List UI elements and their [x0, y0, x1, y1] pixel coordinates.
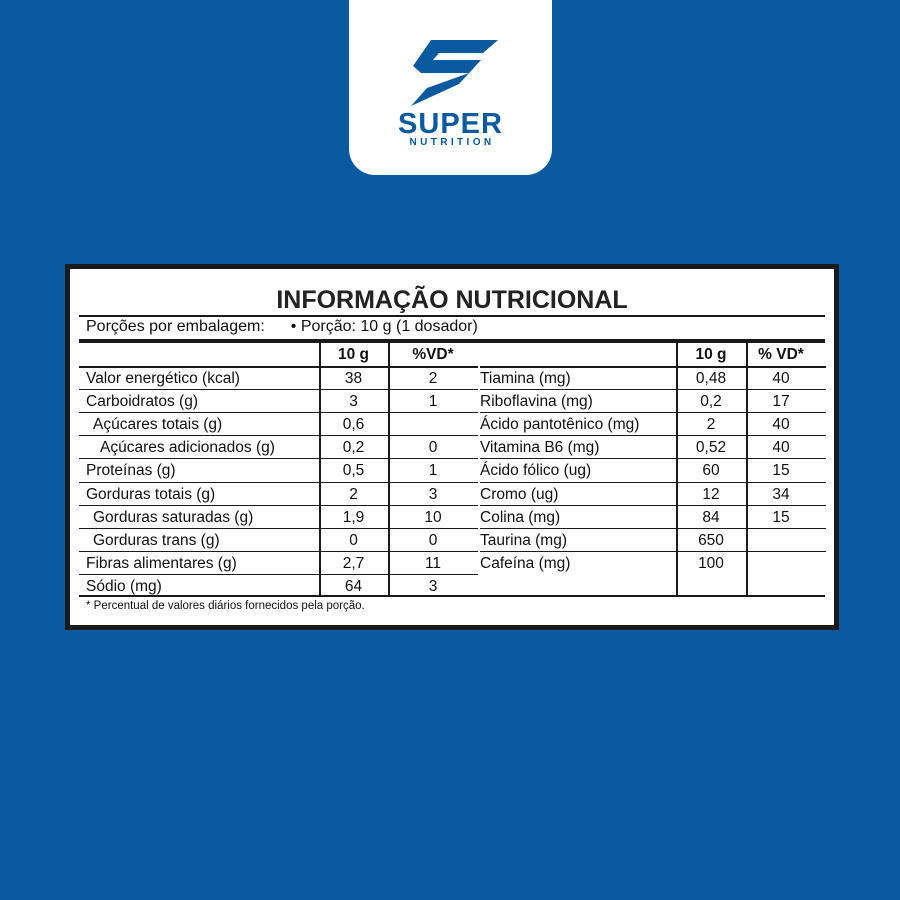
nutrient-name: Sódio (mg)	[86, 577, 162, 595]
column-header: % VD*	[758, 346, 804, 363]
nutrient-amount: 60	[702, 462, 720, 480]
column-header: 10 g	[337, 346, 369, 363]
nutrient-name: Gorduras trans (g)	[93, 531, 220, 549]
row-divider	[480, 435, 826, 436]
nutrient-name: Gorduras totais (g)	[86, 485, 216, 503]
nutrient-daily-value: 1	[428, 393, 438, 411]
portion-size: • Porção: 10 g (1 dosador)	[290, 318, 478, 335]
nutrient-daily-value: 15	[772, 508, 790, 526]
nutrient-name: Açúcares totais (g)	[93, 416, 223, 434]
row-divider	[79, 482, 478, 483]
nutrient-name: Fibras alimentares (g)	[86, 554, 237, 572]
nutrient-daily-value: 3	[428, 485, 438, 503]
row-divider	[480, 505, 826, 506]
nutrient-amount: 2	[706, 416, 716, 434]
nutrient-name: Taurina (mg)	[480, 531, 567, 549]
row-divider	[480, 412, 826, 413]
portions-label: Porções por embalagem:	[86, 318, 265, 335]
row-divider	[79, 551, 478, 552]
nutrient-name: Cromo (ug)	[480, 485, 559, 503]
nutrient-amount: 100	[698, 554, 724, 572]
divider	[79, 315, 825, 317]
nutrient-amount: 0,48	[695, 370, 727, 387]
row-divider	[79, 412, 478, 413]
nutrient-daily-value: 0	[428, 531, 438, 549]
nutrition-facts-panel	[65, 264, 839, 630]
nutrient-name: Gorduras saturadas (g)	[93, 508, 254, 526]
nutrient-name: Vitamina B6 (mg)	[480, 439, 600, 457]
nutrient-amount: 0,2	[342, 439, 365, 457]
nutrient-daily-value: 1	[428, 462, 438, 480]
nutrient-daily-value: 3	[428, 577, 438, 595]
row-divider	[480, 389, 826, 390]
brand-logo	[349, 0, 552, 175]
nutrient-daily-value: 10	[424, 508, 442, 526]
row-divider	[79, 458, 478, 459]
nutrient-name: Ácido fólico (ug)	[480, 462, 592, 480]
nutrient-name: Carboidratos (g)	[86, 393, 198, 411]
row-divider	[480, 528, 826, 529]
panel-title: INFORMAÇÃO NUTRICIONAL	[276, 286, 628, 314]
nutrient-amount: 0,6	[342, 416, 365, 434]
nutrient-amount: 0	[349, 531, 358, 549]
nutrient-daily-value: 40	[772, 439, 790, 457]
brand-subname: NUTRITION	[409, 137, 495, 148]
bolt-icon	[403, 40, 498, 106]
footnote: * Percentual de valores diários fornecidos pela porção.	[86, 600, 365, 612]
nutrient-amount: 2,7	[342, 554, 365, 572]
row-divider	[480, 551, 826, 552]
nutrient-daily-value: 40	[772, 416, 790, 434]
nutrient-name: Cafeína (mg)	[480, 554, 571, 572]
nutrient-daily-value: 40	[772, 370, 790, 387]
nutrient-name: Proteínas (g)	[86, 462, 176, 480]
nutrient-daily-value: 11	[424, 554, 442, 572]
row-divider	[79, 528, 478, 529]
nutrient-daily-value: 2	[428, 370, 438, 387]
row-divider	[79, 389, 478, 390]
nutrient-amount: 2	[349, 485, 358, 503]
nutrient-amount: 1,9	[342, 508, 365, 526]
nutrient-amount: 3	[349, 393, 358, 411]
row-divider	[79, 435, 478, 436]
nutrient-amount: 0,2	[700, 393, 722, 411]
row-divider	[480, 482, 826, 483]
brand-name: SUPER	[398, 108, 503, 140]
portion-info	[86, 318, 478, 336]
nutrient-name: Valor energético (kcal)	[86, 370, 240, 387]
nutrient-daily-value: 17	[772, 393, 790, 411]
row-divider	[480, 458, 826, 459]
nutrient-amount: 0,5	[342, 462, 365, 480]
nutrient-amount: 84	[702, 508, 720, 526]
nutrient-amount: 650	[698, 531, 724, 549]
row-divider	[79, 505, 478, 506]
column-header: %VD*	[412, 346, 454, 363]
nutrient-amount: 38	[344, 370, 363, 387]
nutrient-daily-value: 15	[772, 462, 790, 480]
nutrient-daily-value: 34	[772, 485, 790, 503]
divider-thick	[79, 339, 825, 343]
nutrient-amount: 12	[702, 485, 720, 503]
row-divider	[79, 366, 478, 368]
nutrient-name: Açúcares adicionados (g)	[100, 439, 275, 457]
column-header: 10 g	[695, 346, 727, 363]
nutrient-name: Tiamina (mg)	[480, 370, 571, 387]
row-divider	[79, 574, 478, 575]
nutrient-name: Ácido pantotênico (mg)	[480, 416, 640, 434]
nutrient-name: Colina (mg)	[480, 508, 561, 526]
nutrient-amount: 64	[344, 577, 363, 595]
nutrient-amount: 0,52	[695, 439, 727, 457]
nutrient-name: Riboflavina (mg)	[480, 393, 593, 411]
row-divider	[480, 366, 826, 368]
nutrient-daily-value: 0	[428, 439, 438, 457]
